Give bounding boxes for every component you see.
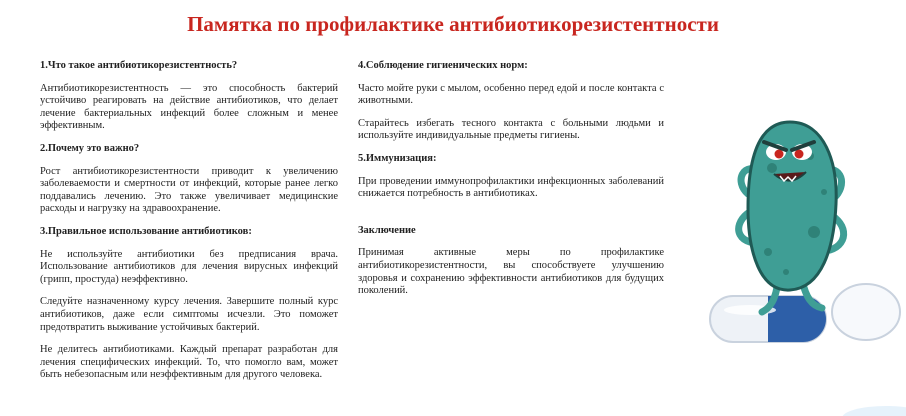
section-3-text-3: Не делитесь антибиотиками. Каждый препарат разработан для лечения специфических инфекций. То, что помогло вам, может быть небезопасным или неэффективным для другого человека. xyxy=(40,344,338,381)
section-2-text: Рост антибиотикорезистентности приводит к увеличению заболеваемости и смертности от инфекций, которые ранее легко поддавались лечению. Это также увеличивает медицинские расходы и нагрузку на здравоохранение. xyxy=(40,165,338,215)
section-1-heading: 1.Что такое антибиотикорезистентность? xyxy=(40,60,238,71)
section-1-text: Антибиотикорезистентность — это способность бактерий устойчиво реагировать на действие антибиотиков, что делает лечение бактериальных инфекций более сложным и менее эффективным. xyxy=(40,82,338,132)
section-3-heading: 3.Правильное использование антибиотиков: xyxy=(40,225,252,237)
spacer xyxy=(358,211,664,225)
bacteria-mascot-illustration xyxy=(690,112,906,416)
section-5-text: При проведении иммунопрофилактики инфекционных заболеваний снижается потребность в антибиотиках. xyxy=(358,175,664,200)
page-title: Памятка по профилактике антибиотикорезистентности xyxy=(187,12,719,36)
section-3-text-1: Не используйте антибиотики без предписания врача. Использование антибиотиков для лечения вирусных инфекций (грипп, простуда) неэффективно. xyxy=(40,248,338,285)
left-column xyxy=(40,60,338,392)
section-3-text-2: Следуйте назначенному курсу лечения. Завершите полный курс антибиотиков, даже если симптомы исчезли. Это поможет предотвратить выживание устойчивых бактерий. xyxy=(40,296,338,333)
section-4-text-1: Часто мойте руки с мылом, особенно перед едой и после контакта с животными. xyxy=(358,82,664,107)
middle-column xyxy=(358,60,664,308)
conclusion-heading: Заключение xyxy=(358,224,416,236)
conclusion-text: Принимая активные меры по профилактике антибиотикорезистентности, вы способствуете улучшению здоровья и сохранению эффективности антибиотиков для будущих поколений. xyxy=(358,247,664,297)
section-4-text-2: Старайтесь избегать тесного контакта с больными людьми и используйте индивидуальные предметы гигиены. xyxy=(358,117,664,142)
section-2-heading: 2.Почему это важно? xyxy=(40,142,140,154)
section-5-heading: 5.Иммунизация: xyxy=(358,152,437,164)
section-4-heading: 4.Соблюдение гигиенических норм: xyxy=(358,60,528,71)
